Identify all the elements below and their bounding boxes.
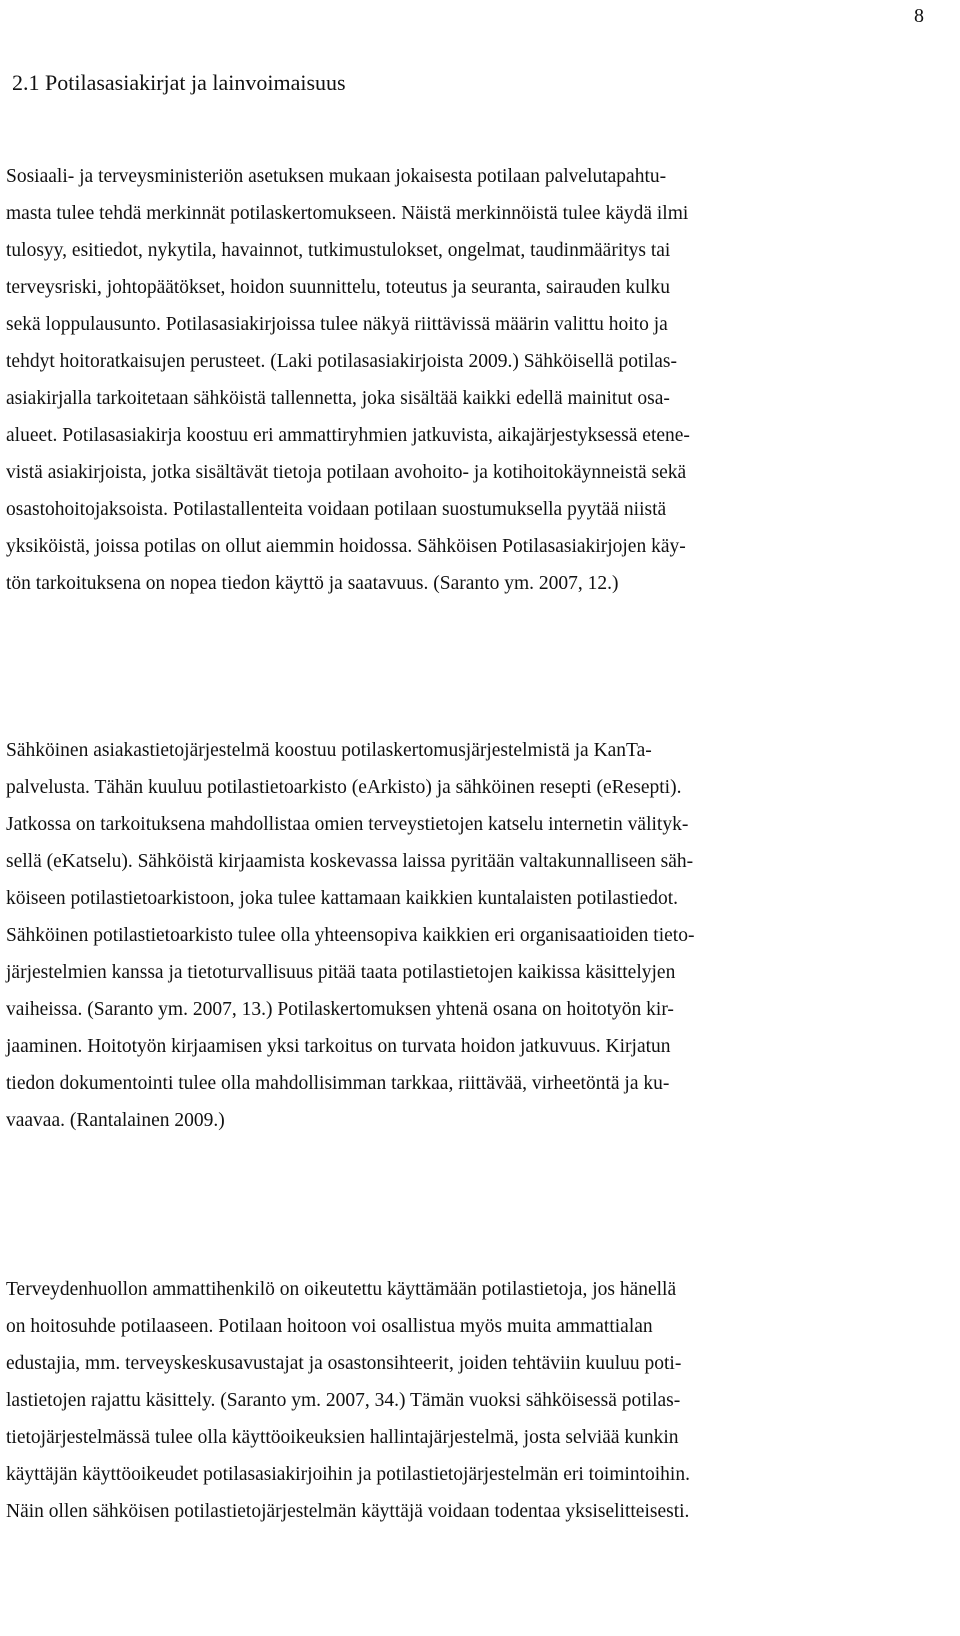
paragraph-line: järjestelmien kanssa ja tietoturvallisuus pitää taata potilastietojen kaikissa käsittelyjen <box>6 962 676 983</box>
paragraph-line: Sähköinen asiakastietojärjestelmä koostuu potilaskertomusjärjestelmistä ja KanTa- <box>6 740 652 761</box>
paragraph-line: Terveydenhuollon ammattihenkilö on oikeutettu käyttämään potilastietoja, jos hänellä <box>6 1279 677 1300</box>
paragraph-line: vistä asiakirjoista, jotka sisältävät tietoja potilaan avohoito- ja kotihoitokäynneistä sekä <box>6 462 687 483</box>
paragraph-line: Sähköinen potilastietoarkisto tulee olla yhteensopiva kaikkien eri organisaatioiden tieto- <box>6 925 695 946</box>
paragraph-line: jaaminen. Hoitotyön kirjaamisen yksi tarkoitus on turvata hoidon jatkuvuus. Kirjatun <box>6 1036 671 1057</box>
paragraph-line: tulosyy, esitiedot, nykytila, havainnot, tutkimustulokset, ongelmat, taudinmääritys tai <box>6 240 671 261</box>
paragraph-line: masta tulee tehdä merkinnät potilaskertomukseen. Näistä merkinnöistä tulee käydä ilmi <box>6 203 689 224</box>
paragraph <box>6 1271 922 1530</box>
paragraph-line: asiakirjalla tarkoitetaan sähköistä tallennetta, joka sisältää kaikki edellä mainitut osa- <box>6 388 670 409</box>
paragraph-line: palvelusta. Tähän kuuluu potilastietoarkisto (eArkisto) ja sähköinen resepti (eResepti). <box>6 777 682 798</box>
paragraph-line: köiseen potilastietoarkistoon, joka tulee kattamaan kaikkien kuntalaisten potilastiedot. <box>6 888 679 909</box>
paragraph-line: edustajia, mm. terveyskeskusavustajat ja osastonsihteerit, joiden tehtäviin kuuluu poti- <box>6 1353 682 1374</box>
paragraph-line: Sosiaali- ja terveysministeriön asetuksen mukaan jokaisesta potilaan palvelutapahtu- <box>6 166 667 187</box>
paragraph-line: tietojärjestelmässä tulee olla käyttöoikeuksien hallintajärjestelmä, josta selviää kunkin <box>6 1427 679 1448</box>
page-number: 8 <box>914 5 924 27</box>
paragraph-line: käyttäjän käyttöoikeudet potilasasiakirjoihin ja potilastietojärjestelmän eri toimintoihin. <box>6 1464 690 1485</box>
section-heading: 2.1 Potilasasiakirjat ja lainvoimaisuus <box>12 70 346 95</box>
paragraph-line: tehdyt hoitoratkaisujen perusteet. (Laki potilasasiakirjoista 2009.) Sähköisellä potilas- <box>6 351 677 372</box>
paragraph-line: terveysriski, johtopäätökset, hoidon suunnittelu, toteutus ja seuranta, sairauden kulku <box>6 277 670 298</box>
paragraph-line: osastohoitojaksoista. Potilastallenteita voidaan potilaan suostumuksella pyytää niistä <box>6 499 667 520</box>
paragraph-line: vaavaa. (Rantalainen 2009.) <box>6 1110 225 1131</box>
paragraph-line: tön tarkoituksena on nopea tiedon käyttö ja saatavuus. (Saranto ym. 2007, 12.) <box>6 573 619 594</box>
paragraph <box>6 732 922 1139</box>
paragraph-line: alueet. Potilasasiakirja koostuu eri ammattiryhmien jatkuvista, aikajärjestyksessä etene- <box>6 425 690 446</box>
paragraph-line: yksiköistä, joissa potilas on ollut aiemmin hoidossa. Sähköisen Potilasasiakirjojen käy- <box>6 536 686 557</box>
paragraph-line: Näin ollen sähköisen potilastietojärjestelmän käyttäjä voidaan todentaa yksiselitteisesti. <box>6 1501 690 1522</box>
paragraph-line: vaiheissa. (Saranto ym. 2007, 13.) Potilaskertomuksen yhtenä osana on hoitotyön kir- <box>6 999 674 1020</box>
paragraph-line: lastietojen rajattu käsittely. (Saranto ym. 2007, 34.) Tämän vuoksi sähköisessä potilas- <box>6 1390 681 1411</box>
paragraph-line: on hoitosuhde potilaaseen. Potilaan hoitoon voi osallistua myös muita ammattialan <box>6 1316 653 1337</box>
paragraph-line: tiedon dokumentointi tulee olla mahdollisimman tarkkaa, riittävää, virheetöntä ja ku- <box>6 1073 670 1094</box>
paragraph-line: sellä (eKatselu). Sähköistä kirjaamista koskevassa laissa pyritään valtakunnalliseen säh- <box>6 851 694 872</box>
paragraph-line: sekä loppulausunto. Potilasasiakirjoissa tulee näkyä riittävissä määrin valittu hoito ja <box>6 314 668 335</box>
paragraph-line: Jatkossa on tarkoituksena mahdollistaa omien terveystietojen katselu internetin välityk- <box>6 814 689 835</box>
paragraph <box>6 158 922 602</box>
